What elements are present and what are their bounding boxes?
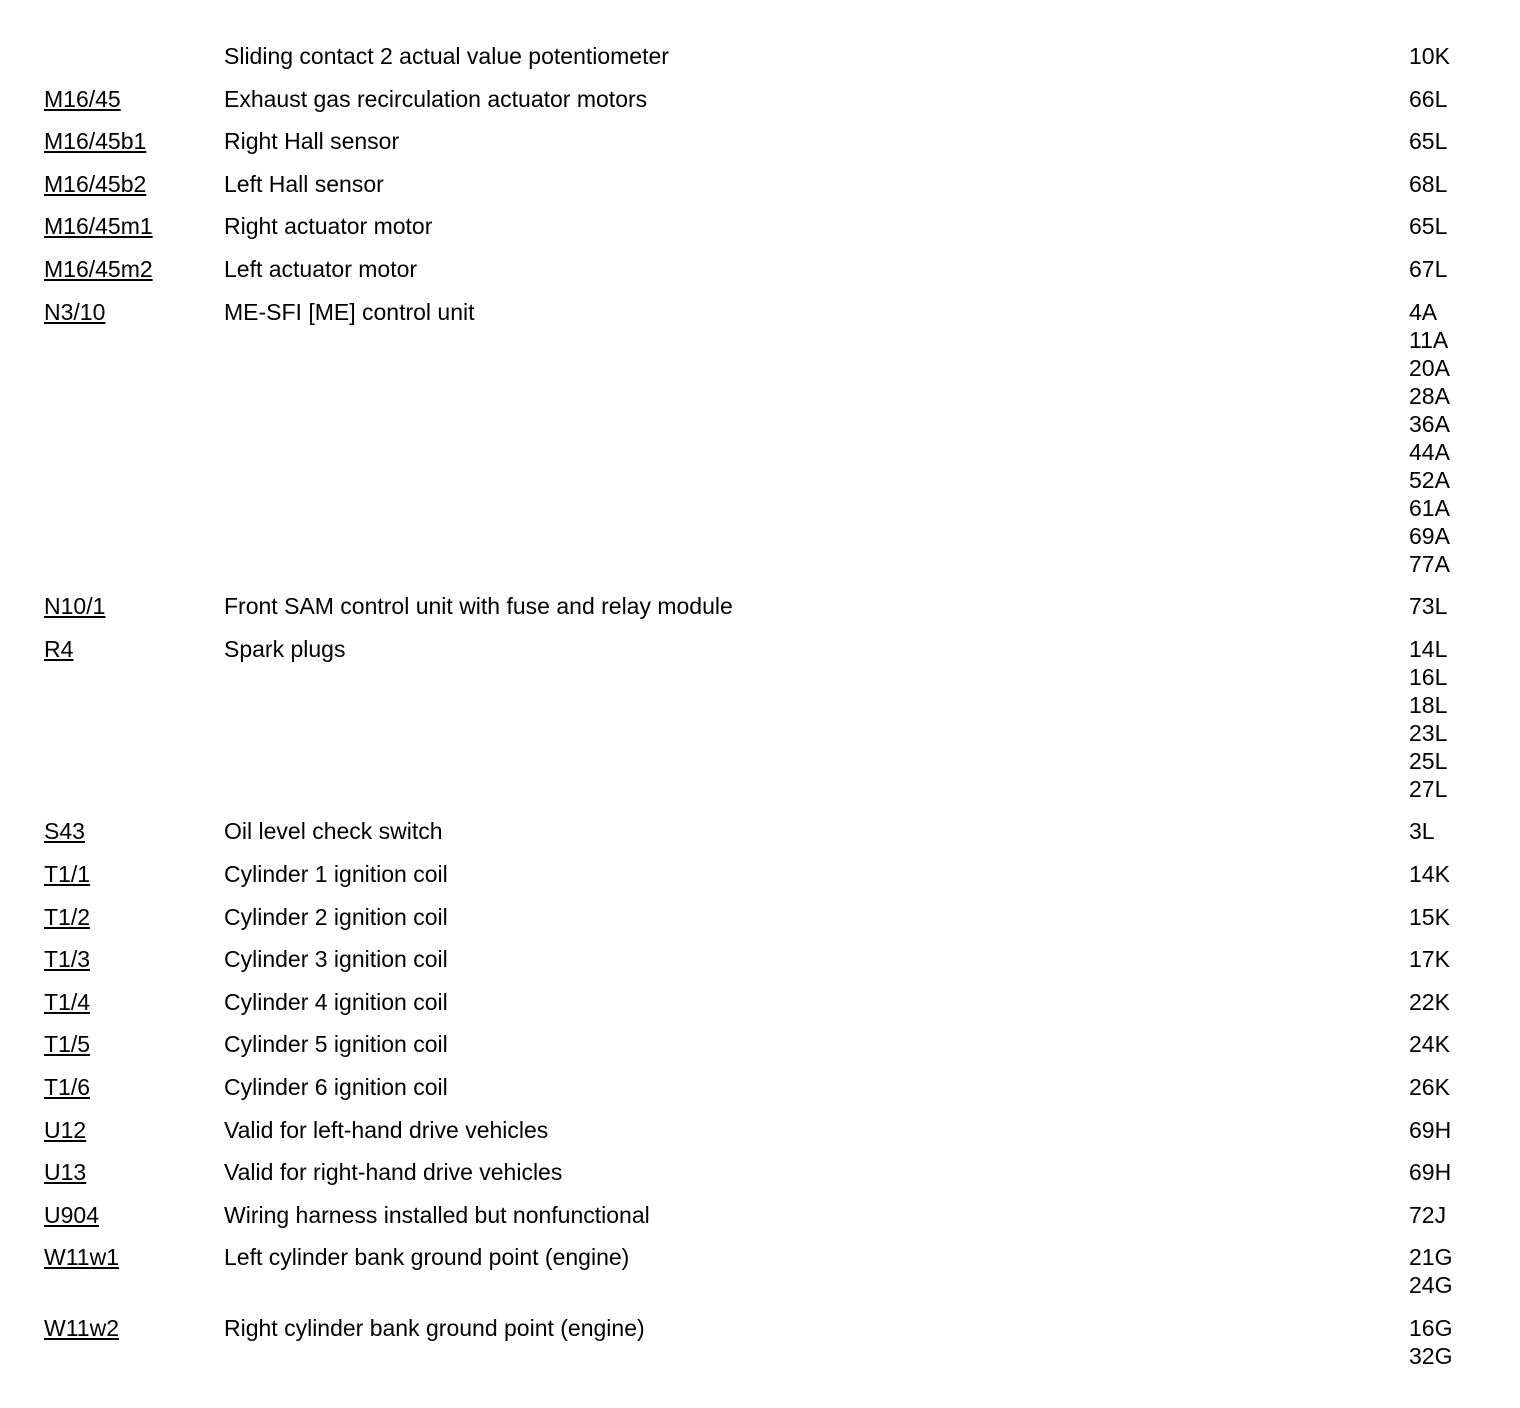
component-code[interactable]: M16/45: [44, 85, 121, 112]
grid-reference: 26K: [1409, 1073, 1450, 1100]
component-code[interactable]: W11w2: [44, 1314, 119, 1341]
component-code[interactable]: T1/1: [44, 860, 91, 887]
component-description: Valid for left-hand drive vehicles: [224, 1116, 549, 1143]
grid-reference: 65L: [1409, 128, 1448, 155]
grid-reference: 15K: [1409, 903, 1450, 930]
component-description: Cylinder 2 ignition coil: [224, 903, 448, 930]
grid-reference: 28A: [1409, 382, 1450, 409]
component-description: Cylinder 6 ignition coil: [224, 1073, 448, 1100]
component-description: Valid for right-hand drive vehicles: [224, 1159, 563, 1186]
component-description: Cylinder 5 ignition coil: [224, 1031, 448, 1058]
grid-references: [1409, 592, 1447, 620]
legend-row: [0, 298, 1520, 593]
component-code[interactable]: U13: [44, 1159, 87, 1186]
legend-row: [0, 1073, 1520, 1116]
grid-references: [1409, 127, 1447, 155]
component-code[interactable]: N3/10: [44, 298, 106, 325]
grid-references: [1409, 635, 1447, 803]
grid-references: [1409, 212, 1447, 240]
component-code[interactable]: T1/2: [44, 903, 91, 930]
grid-reference: 68L: [1409, 170, 1448, 197]
component-code[interactable]: T1/5: [44, 1031, 91, 1058]
grid-reference: 69A: [1409, 522, 1450, 549]
component-description: Sliding contact 2 actual value potentiometer: [224, 43, 669, 69]
component-code[interactable]: U904: [44, 1201, 99, 1228]
grid-reference: 23L: [1409, 719, 1448, 746]
component-legend-table: [0, 42, 1520, 1384]
grid-references: [1409, 85, 1447, 113]
grid-references: [1409, 1158, 1451, 1186]
legend-row: [0, 817, 1520, 860]
grid-references: [1409, 988, 1450, 1016]
grid-reference: 11A: [1409, 326, 1449, 353]
component-description: Cylinder 1 ignition coil: [224, 860, 448, 887]
grid-reference: 24G: [1409, 1272, 1453, 1299]
grid-references: [1409, 1243, 1452, 1299]
grid-references: [1409, 42, 1450, 70]
grid-reference: 3L: [1409, 818, 1435, 845]
grid-reference: 77A: [1409, 550, 1450, 577]
legend-row: [0, 127, 1520, 170]
grid-reference: 61A: [1409, 494, 1450, 521]
legend-row: [0, 945, 1520, 988]
legend-row: [0, 85, 1520, 128]
grid-reference: 69H: [1409, 1116, 1452, 1143]
grid-reference: 16L: [1409, 663, 1448, 690]
grid-references: [1409, 298, 1450, 578]
grid-reference: 72J: [1409, 1201, 1447, 1228]
component-code[interactable]: M16/45m1: [44, 213, 153, 240]
grid-references: [1409, 1030, 1450, 1058]
legend-row: [0, 170, 1520, 213]
grid-references: [1409, 903, 1450, 931]
grid-reference: 17K: [1409, 946, 1450, 973]
legend-row: [0, 42, 1520, 85]
grid-reference: 22K: [1409, 988, 1450, 1015]
component-description: Right cylinder bank ground point (engine): [224, 1314, 645, 1341]
grid-reference: 52A: [1409, 466, 1450, 493]
grid-reference: 25L: [1409, 747, 1448, 774]
grid-references: [1409, 255, 1447, 283]
grid-reference: 16G: [1409, 1314, 1453, 1341]
component-description: Oil level check switch: [224, 818, 443, 845]
grid-reference: 18L: [1409, 691, 1448, 718]
legend-row: [0, 860, 1520, 903]
grid-reference: 73L: [1409, 593, 1448, 620]
legend-row: [0, 212, 1520, 255]
component-description: ME-SFI [ME] control unit: [224, 298, 475, 325]
component-code[interactable]: M16/45b1: [44, 128, 147, 155]
grid-reference: 4A: [1409, 298, 1438, 325]
grid-reference: 14K: [1409, 860, 1450, 887]
grid-reference: 20A: [1409, 354, 1450, 381]
grid-references: [1409, 1073, 1450, 1101]
legend-row: [0, 1116, 1520, 1159]
grid-reference: 69H: [1409, 1159, 1452, 1186]
component-description: Cylinder 3 ignition coil: [224, 946, 448, 973]
legend-row: [0, 592, 1520, 635]
component-description: Spark plugs: [224, 635, 346, 662]
component-code[interactable]: T1/4: [44, 988, 91, 1015]
component-description: Wiring harness installed but nonfunctional: [224, 1201, 650, 1228]
component-code[interactable]: M16/45b2: [44, 170, 147, 197]
legend-row: [0, 903, 1520, 946]
grid-references: [1409, 1201, 1446, 1229]
grid-reference: 44A: [1409, 438, 1450, 465]
component-description: Front SAM control unit with fuse and relay module: [224, 593, 733, 620]
grid-reference: 36A: [1409, 410, 1450, 437]
grid-references: [1409, 817, 1435, 845]
component-code[interactable]: M16/45m2: [44, 255, 153, 282]
component-code[interactable]: U12: [44, 1116, 87, 1143]
grid-reference: 27L: [1409, 775, 1448, 802]
grid-references: [1409, 945, 1450, 973]
grid-reference: 67L: [1409, 255, 1448, 282]
legend-row: [0, 255, 1520, 298]
legend-row: [0, 635, 1520, 818]
component-description: Cylinder 4 ignition coil: [224, 988, 448, 1015]
component-code[interactable]: W11w1: [44, 1244, 119, 1271]
legend-row: [0, 1243, 1520, 1314]
legend-row: [0, 1158, 1520, 1201]
legend-row: [0, 1030, 1520, 1073]
component-description: Left Hall sensor: [224, 170, 384, 197]
legend-row: [0, 1314, 1520, 1385]
component-description: Exhaust gas recirculation actuator motors: [224, 85, 648, 112]
grid-reference: 21G: [1409, 1244, 1453, 1271]
grid-references: [1409, 170, 1447, 198]
grid-reference: 32G: [1409, 1342, 1453, 1369]
component-code[interactable]: R4: [44, 635, 74, 662]
grid-references: [1409, 1314, 1452, 1370]
grid-reference: 66L: [1409, 85, 1448, 112]
component-code[interactable]: N10/1: [44, 593, 106, 620]
component-description: Left actuator motor: [224, 255, 418, 282]
grid-references: [1409, 1116, 1451, 1144]
grid-reference: 24K: [1409, 1031, 1450, 1058]
component-code[interactable]: T1/3: [44, 946, 91, 973]
component-description: Left cylinder bank ground point (engine): [224, 1244, 630, 1271]
component-description: Right actuator motor: [224, 213, 433, 240]
component-code[interactable]: T1/6: [44, 1073, 91, 1100]
grid-reference: 65L: [1409, 213, 1448, 240]
grid-references: [1409, 860, 1450, 888]
component-description: Right Hall sensor: [224, 128, 400, 155]
legend-row: [0, 1201, 1520, 1244]
legend-row: [0, 988, 1520, 1031]
grid-reference: 10K: [1409, 43, 1450, 69]
grid-reference: 14L: [1409, 635, 1448, 662]
component-code[interactable]: S43: [44, 818, 85, 845]
